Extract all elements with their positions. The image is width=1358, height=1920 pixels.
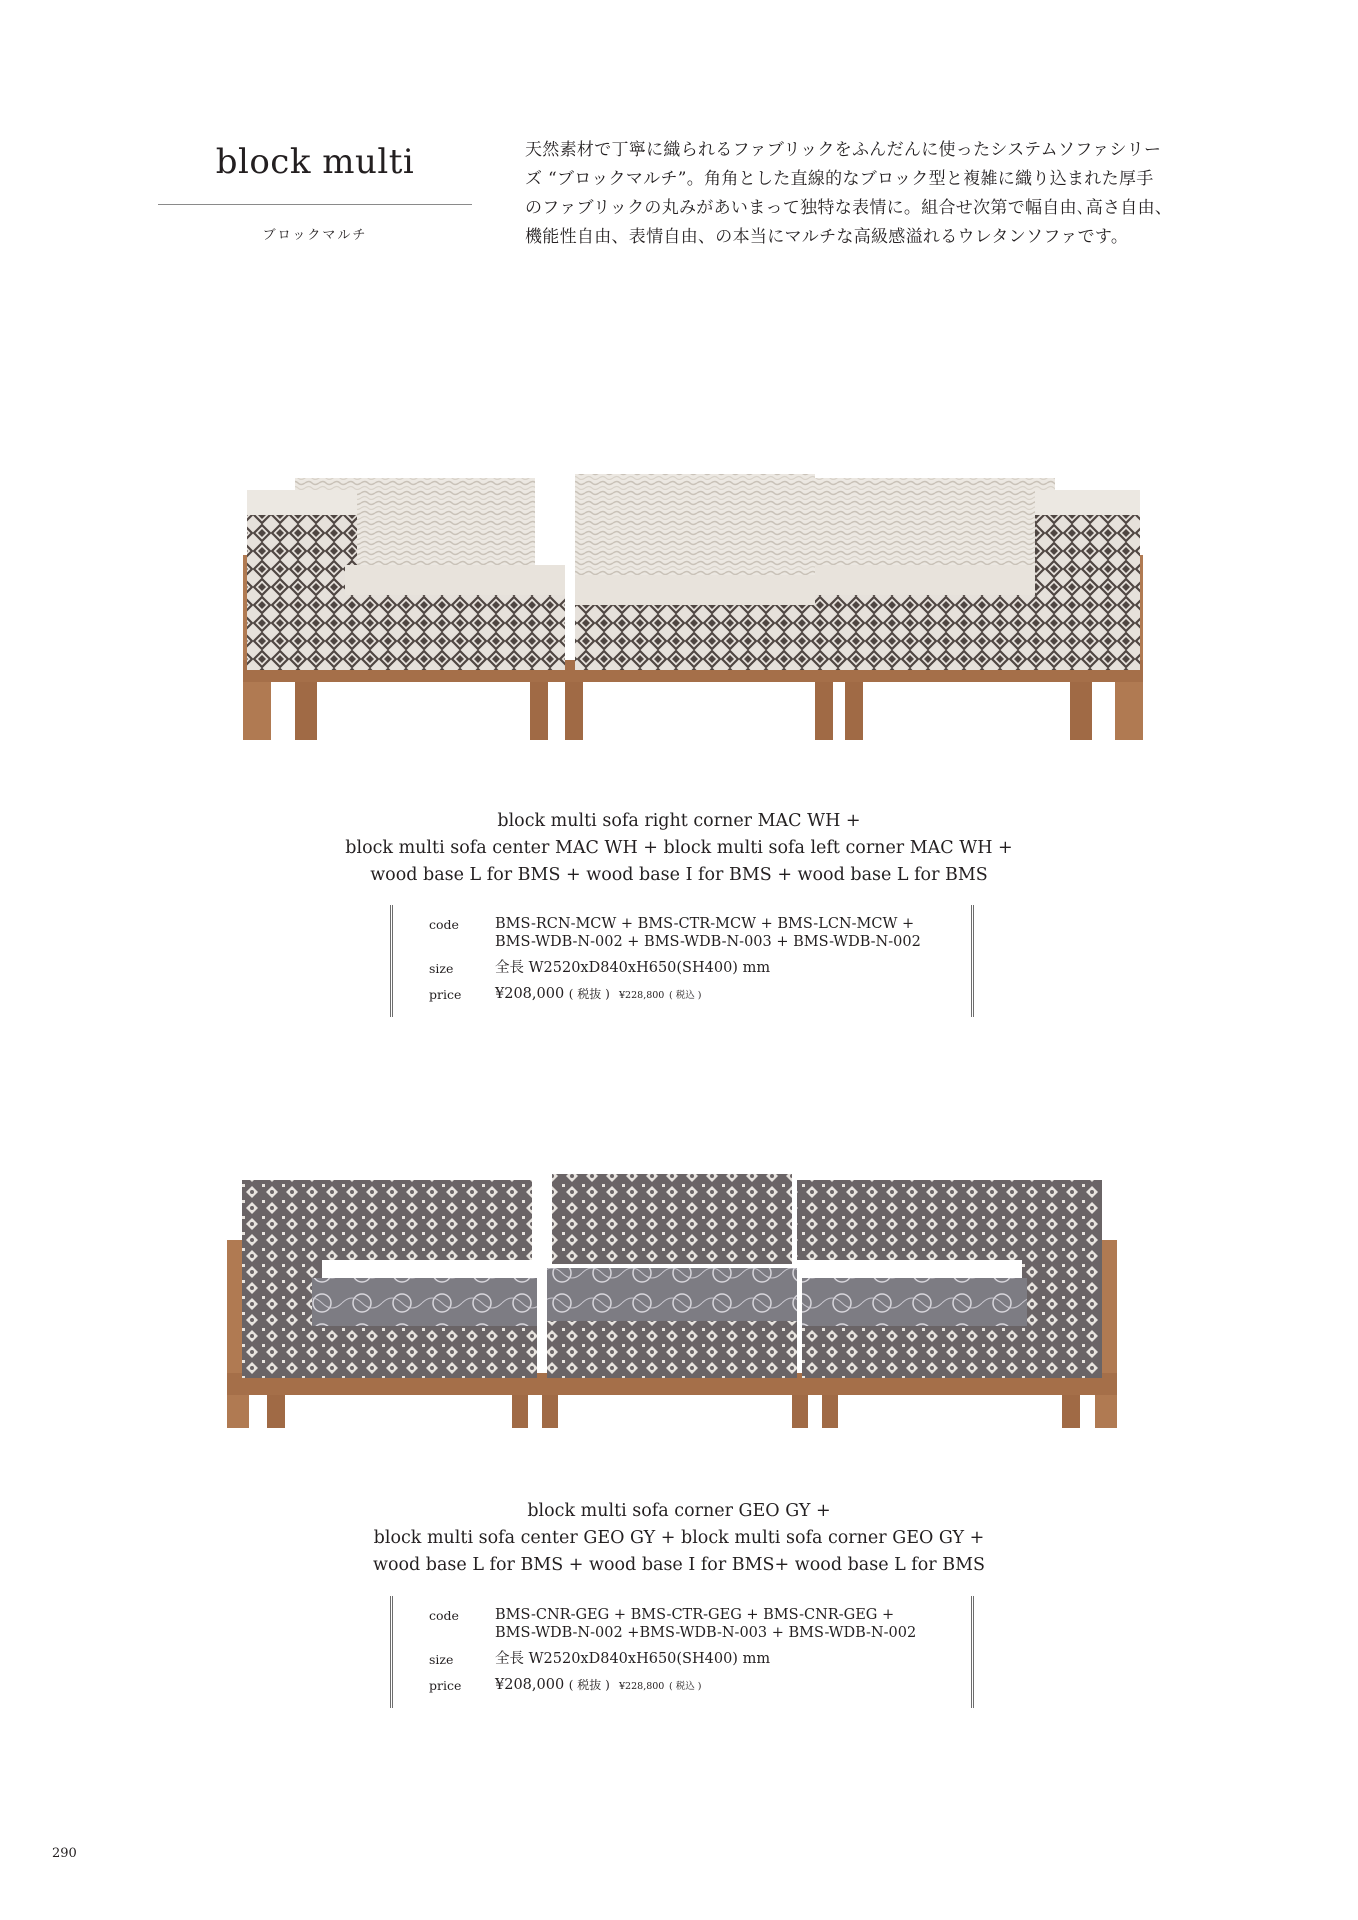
code-value	[495, 915, 921, 951]
code-label: code	[429, 917, 459, 932]
caption-line: wood base L for BMS + wood base I for BMS+ wood base L for BMS	[372, 1555, 986, 1575]
price-tax-in: ( 税込 )	[668, 990, 702, 1001]
code-label: code	[429, 1608, 459, 1623]
page-number: 290	[52, 1846, 77, 1861]
intro-line: 機能性自由、表情自由、の本当にマルチな高級感溢れるウレタンソファです。	[525, 227, 1129, 247]
page-subtitle: ブロックマルチ	[262, 228, 368, 243]
price-tax-ex: ( 税抜 )	[568, 1678, 610, 1692]
price-label: price	[429, 1678, 462, 1693]
title-divider	[158, 204, 472, 205]
price-value	[495, 1676, 701, 1696]
price-amount: ¥208,000	[495, 986, 565, 1002]
size-value: 全長 W2520xD840xH650(SH400) mm	[495, 1651, 771, 1667]
caption-line: block multi sofa center GEO GY + block multi sofa corner GEO GY +	[373, 1528, 985, 1548]
spec-row-price	[393, 1676, 971, 1696]
spec-row-size	[393, 1650, 971, 1668]
caption-line: block multi sofa right corner MAC WH +	[497, 811, 861, 831]
price-value	[495, 985, 701, 1005]
intro-line: のファブリックの丸みがあいまって独特な表情に。組合せ次第で幅自由､高さ自由、	[525, 198, 1173, 218]
caption-line: block multi sofa corner GEO GY +	[527, 1501, 831, 1521]
sofa-photo-mac-wh	[235, 470, 1155, 740]
intro-text	[525, 136, 1215, 252]
code-line: BMS-RCN-MCW + BMS-CTR-MCW + BMS-LCN-MCW +	[495, 916, 915, 932]
intro-line: 天然素材で丁寧に織られるファブリックをふんだんに使ったシステムソファシリー	[525, 140, 1162, 160]
price-tax-in-amount: ¥228,800	[619, 990, 665, 1001]
code-line: BMS-WDB-N-002 + BMS-WDB-N-003 + BMS-WDB-N-002	[495, 934, 921, 950]
product-caption-2	[279, 1498, 1079, 1579]
price-tax-ex: ( 税抜 )	[568, 987, 610, 1001]
intro-line: ズ “ブロックマルチ”。角角とした直線的なブロック型と複雑に織り込まれた厚手	[525, 169, 1154, 189]
spec-table-1	[390, 905, 974, 1017]
spec-row-size	[393, 959, 971, 977]
size-label: size	[429, 1652, 454, 1667]
size-value: 全長 W2520xD840xH650(SH400) mm	[495, 960, 771, 976]
price-tax-in: ( 税込 )	[668, 1681, 702, 1692]
caption-line: block multi sofa center MAC WH + block multi sofa left corner MAC WH +	[345, 838, 1013, 858]
spec-row-code	[393, 915, 971, 951]
code-line: BMS-WDB-N-002 +BMS-WDB-N-003 + BMS-WDB-N-002	[495, 1625, 917, 1641]
product-caption-1	[279, 808, 1079, 889]
spec-row-code	[393, 1606, 971, 1642]
size-label: size	[429, 961, 454, 976]
price-tax-in-amount: ¥228,800	[619, 1681, 665, 1692]
page-title: block multi	[215, 142, 415, 182]
spec-table-2	[390, 1596, 974, 1708]
price-amount: ¥208,000	[495, 1677, 565, 1693]
price-label: price	[429, 987, 462, 1002]
spec-row-price	[393, 985, 971, 1005]
code-value	[495, 1606, 916, 1642]
caption-line: wood base L for BMS + wood base I for BMS + wood base L for BMS	[370, 865, 988, 885]
sofa-photo-geo-gy	[222, 1168, 1122, 1428]
code-line: BMS-CNR-GEG + BMS-CTR-GEG + BMS-CNR-GEG +	[495, 1607, 895, 1623]
